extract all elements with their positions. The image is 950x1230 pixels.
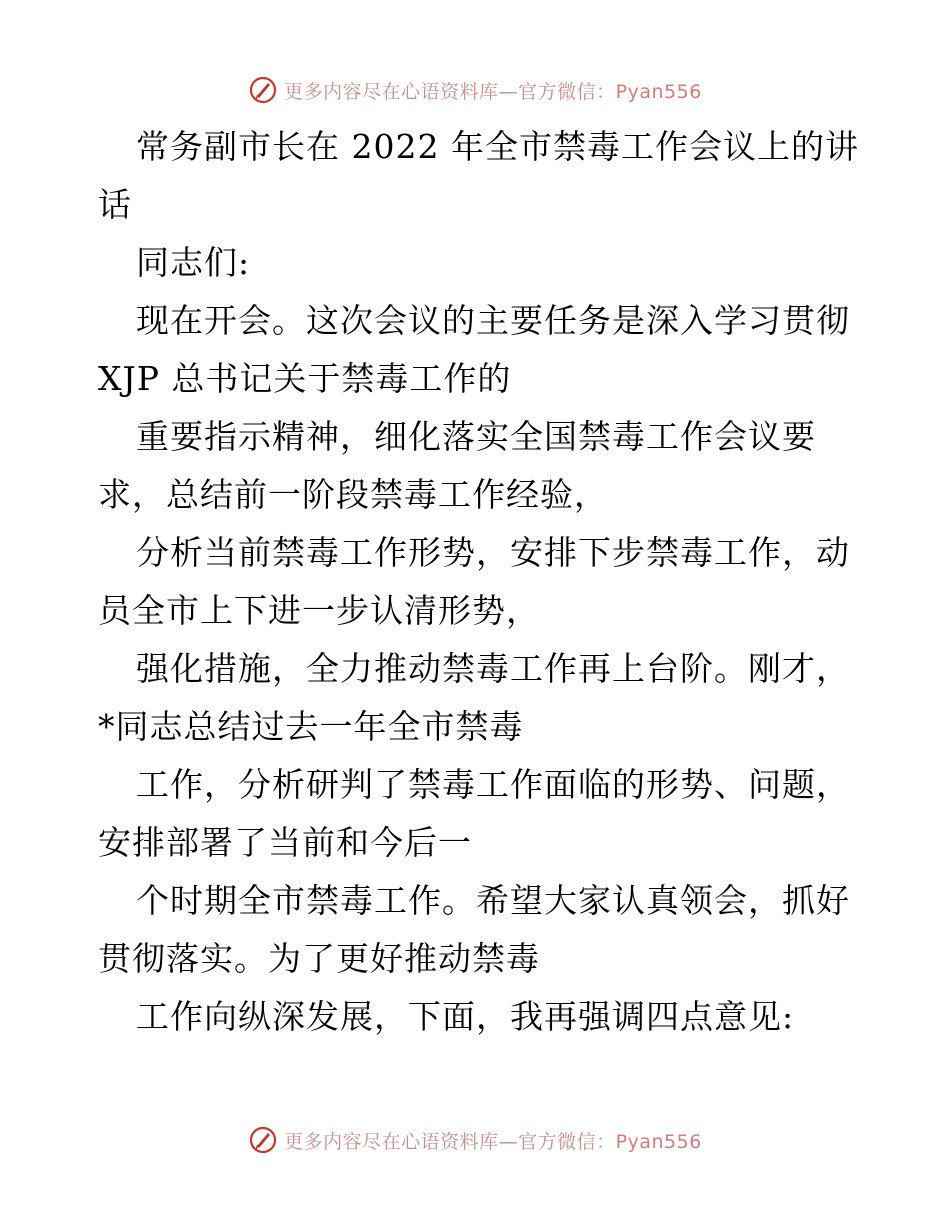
paragraph-line: 现在开会。这次会议的主要任务是深入学习贯彻 [136, 301, 850, 340]
salutation: 同志们: [136, 243, 251, 282]
paragraph-line: *同志总结过去一年全市禁毒 [98, 707, 524, 746]
paragraph-line: XJP 总书记关于禁毒工作的 [98, 359, 512, 398]
paragraph-line: 求，总结前一阶段禁毒工作经验， [98, 475, 608, 514]
paragraph-line: 员全市上下进一步认清形势， [98, 591, 540, 630]
footer-watermark [0, 1120, 950, 1160]
quill-pen-logo-icon [248, 75, 278, 105]
quill-pen-logo-icon [248, 1125, 278, 1155]
paragraph-line: 贯彻落实。为了更好推动禁毒 [98, 939, 540, 978]
watermark-handle: Pyan556 [615, 80, 702, 103]
document-title-line-2: 话 [98, 185, 132, 224]
watermark-handle: Pyan556 [615, 1130, 702, 1153]
header-watermark [0, 70, 950, 110]
paragraph-line: 安排部署了当前和今后一 [98, 823, 472, 862]
paragraph-line: 重要指示精神，细化落实全国禁毒工作会议要 [136, 417, 816, 456]
paragraph-line: 个时期全市禁毒工作。希望大家认真领会，抓好 [136, 881, 850, 920]
paragraph-line: 工作向纵深发展，下面，我再强调四点意见: [136, 997, 795, 1036]
document-title-line-1: 常务副市长在 2022 年全市禁毒工作会议上的讲 [136, 127, 859, 166]
paragraph-line: 工作，分析研判了禁毒工作面临的形势、问题， [136, 765, 850, 804]
paragraph-line: 分析当前禁毒工作形势，安排下步禁毒工作，动 [136, 533, 850, 572]
document-body [98, 118, 858, 1046]
paragraph-line: 强化措施，全力推动禁毒工作再上台阶。刚才， [136, 649, 850, 688]
watermark-text: 更多内容尽在心语资料库—官方微信： [284, 1130, 616, 1153]
watermark-text: 更多内容尽在心语资料库—官方微信： [284, 80, 616, 103]
